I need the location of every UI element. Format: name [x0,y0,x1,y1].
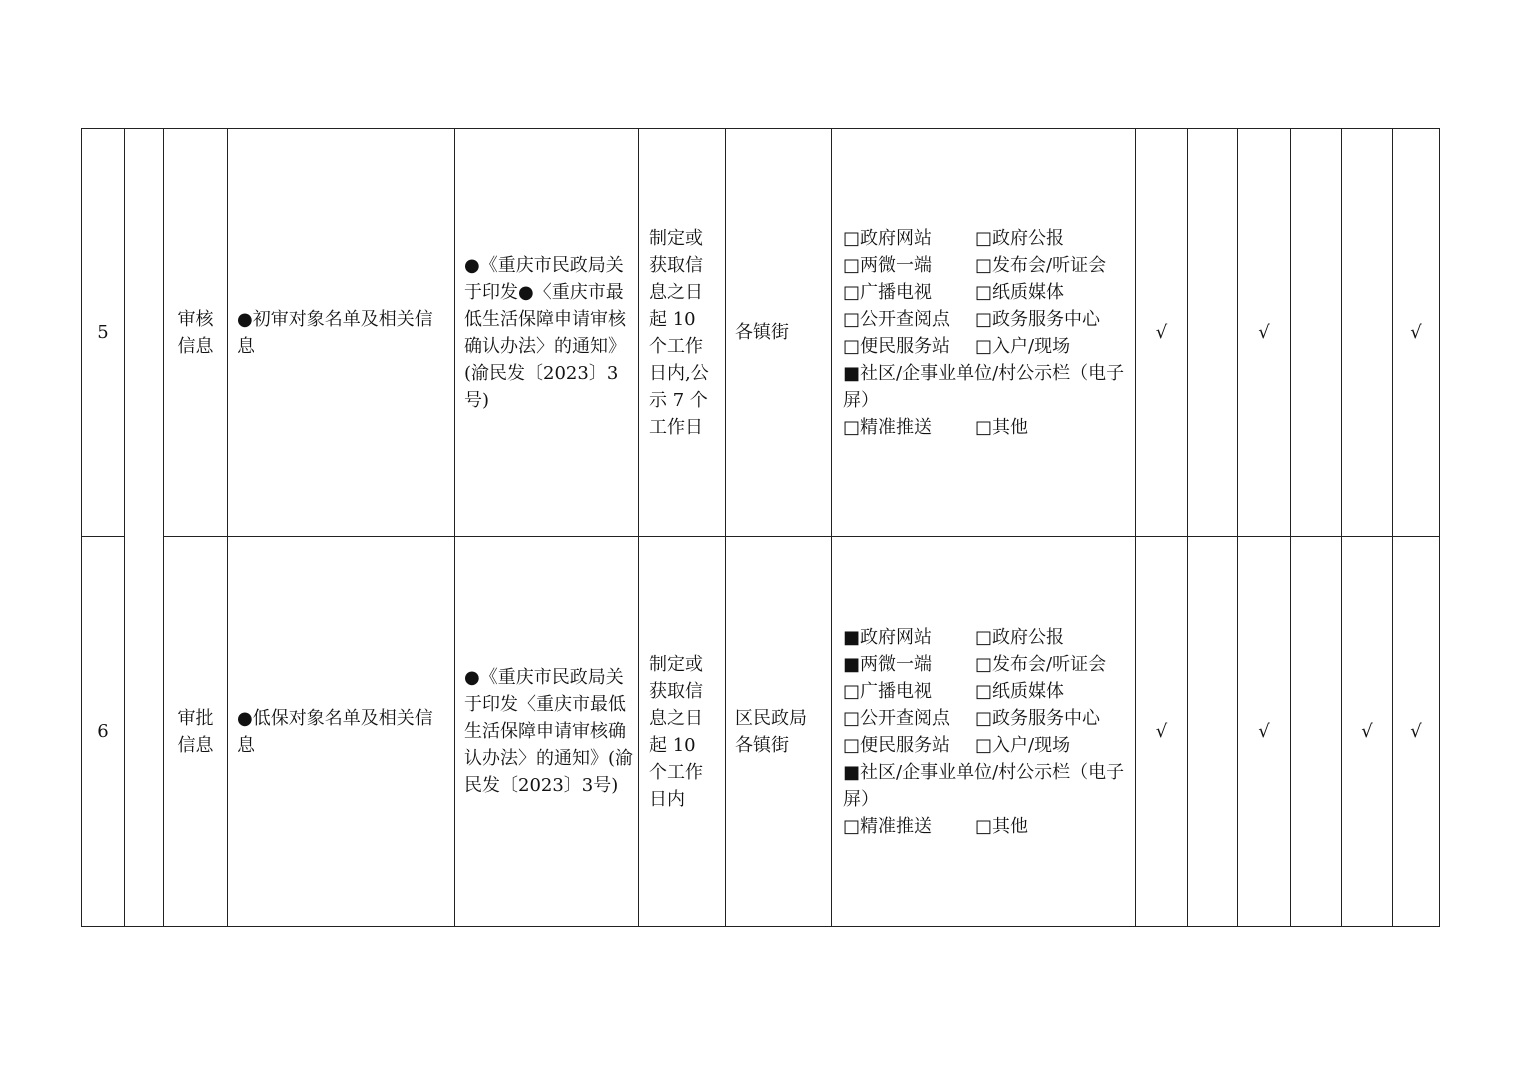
channel-list [843,225,1135,441]
channel-item: □精准推送 [843,815,933,837]
row-channels [832,537,1136,927]
channel-item: □发布会/听证会 [975,653,1107,675]
channel-item: □发布会/听证会 [975,254,1107,276]
channel-item: □政府公报 [975,227,1065,249]
merged-blank-cell [125,129,164,927]
channel-item: □广播电视 [843,281,933,303]
channel-item: □入户/现场 [975,335,1071,357]
channel-item: ■两微一端 [843,653,933,675]
row-subject: 各镇街 [726,129,832,537]
check-mark: √ [1342,537,1393,927]
channel-item: □其他 [975,815,1029,837]
row-category: 审核 信息 [164,129,228,537]
row-channels [832,129,1136,537]
row-category: 审批 信息 [164,537,228,927]
channel-item: □精准推送 [843,416,933,438]
channel-item: □入户/现场 [975,734,1071,756]
table-row [82,537,1440,927]
channel-item: □纸质媒体 [975,281,1065,303]
channel-item: □两微一端 [843,254,933,276]
check-mark [1291,129,1342,537]
channel-item: □其他 [975,416,1029,438]
check-mark: √ [1393,537,1440,927]
row-content: ●初审对象名单及相关信息 [228,129,455,537]
check-mark: √ [1238,537,1291,927]
check-mark: √ [1136,537,1188,927]
row-basis: ●《重庆市民政局关于印发●〈重庆市最低生活保障申请审核确认办法〉的通知》(渝民发〔2023〕3号) [455,129,639,537]
channel-item: □公开查阅点 [843,308,951,330]
channel-item: □公开查阅点 [843,707,951,729]
channel-list [843,624,1135,840]
channel-item: □政务服务中心 [975,707,1101,729]
channel-item: □政务服务中心 [975,308,1101,330]
table-row [82,129,1440,537]
disclosure-table [81,128,1440,927]
row-index: 6 [82,537,125,927]
check-mark [1291,537,1342,927]
channel-item: ■政府网站 [843,626,933,648]
row-time-limit: 制定或获取信息之日起 10 个工作日内,公示 7 个工作日 [639,129,726,537]
check-mark: √ [1136,129,1188,537]
channel-item: □便民服务站 [843,335,951,357]
row-index: 5 [82,129,125,537]
channel-item: □纸质媒体 [975,680,1065,702]
channel-item: □政府网站 [843,227,933,249]
check-mark: √ [1393,129,1440,537]
channel-item: □广播电视 [843,680,933,702]
row-basis: ●《重庆市民政局关于印发〈重庆市最低生活保障申请审核确认办法〉的通知》(渝民发〔2023〕3号) [455,537,639,927]
check-mark [1188,537,1238,927]
channel-item: □政府公报 [975,626,1065,648]
channel-item: ■社区/企事业单位/村公示栏（电子屏） [843,761,1125,810]
check-mark [1342,129,1393,537]
channel-item: ■社区/企事业单位/村公示栏（电子屏） [843,362,1125,411]
check-mark: √ [1238,129,1291,537]
row-time-limit: 制定或获取信息之日起 10 个工作日内 [639,537,726,927]
row-content: ●低保对象名单及相关信息 [228,537,455,927]
check-mark [1188,129,1238,537]
channel-item: □便民服务站 [843,734,951,756]
row-subject: 区民政局 各镇街 [726,537,832,927]
